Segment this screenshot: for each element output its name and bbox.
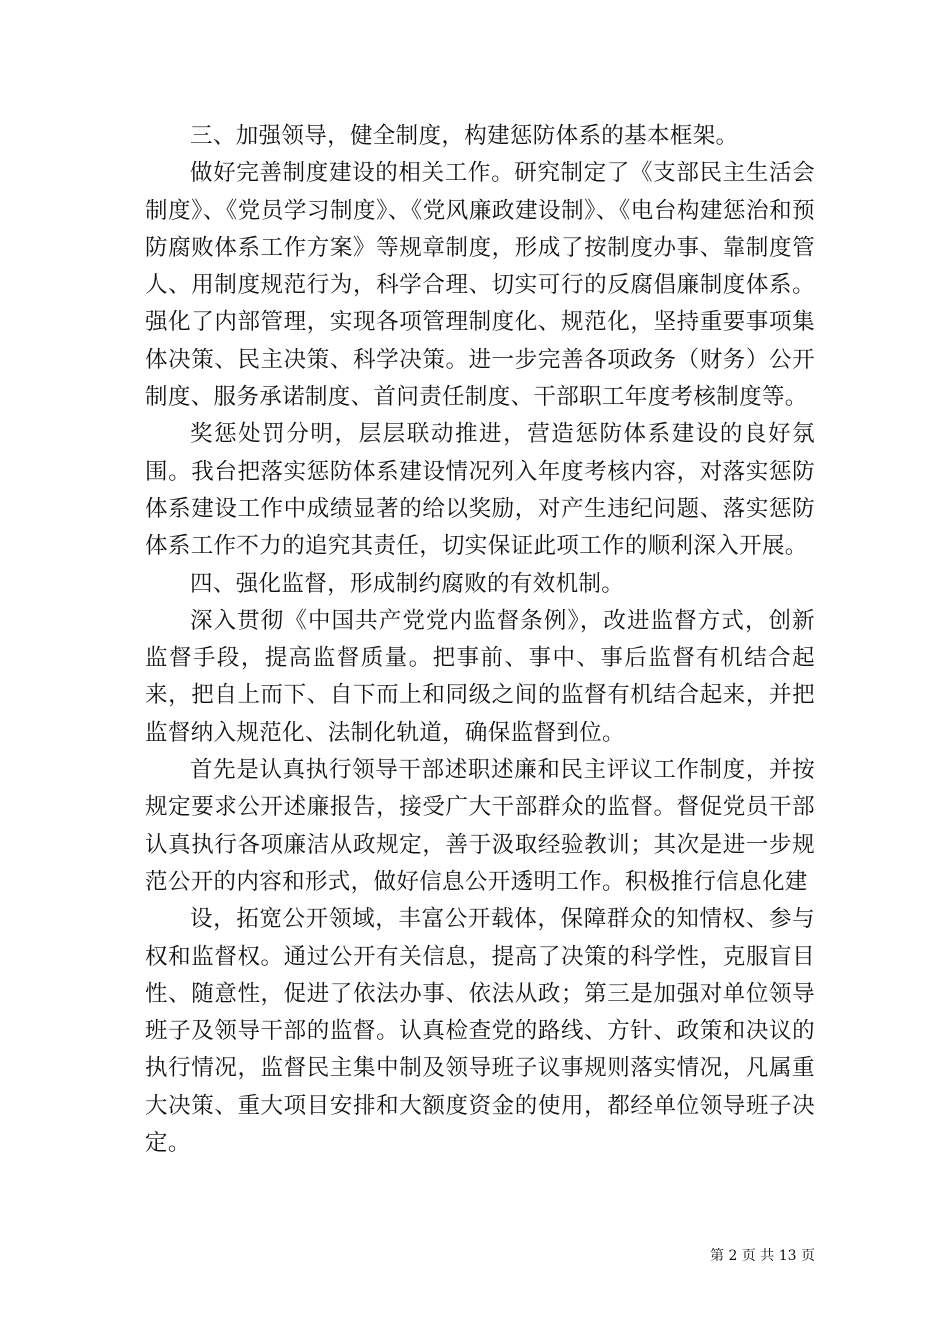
paragraph-first-measures: 首先是认真执行领导干部述职述廉和民主评议工作制度，并按规定要求公开述廉报告，接受广大干部群众的监督。督促党员干部认真执行各项廉洁从政规定，善于汲取经验教训；其次是进一步规范公开的内容和形式，做好信息公开透明工作。积极推行信息化建 [145,757,815,895]
document-body [145,118,815,1162]
paragraph-supervision: 深入贯彻《中国共产党党内监督条例》，改进监督方式，创新监督手段，提高监督质量。把事前、事中、事后监督有机结合起来，把自上而下、自下而上和同级之间的监督有机结合起来，并把监督纳入规范化、法制化轨道，确保监督到位。 [145,607,815,746]
section-heading-3: 三、加强领导，健全制度，构建惩防体系的基本框架。 [190,123,739,149]
section-heading-4: 四、强化监督，形成制约腐败的有效机制。 [190,570,625,597]
page-number-footer: 第 2 页 共 13 页 [710,1248,815,1264]
paragraph-system-building: 做好完善制度建设的相关工作。研究制定了《支部民主生活会制度》、《党员学习制度》、《党风廉政建设制》、《电台构建惩治和预防腐败体系工作方案》等规章制度，形成了按制度办事、靠制度管人、用制度规范行为，科学合理、切实可行的反腐倡廉制度体系。强化了内部管理，实现各项管理制度化、规范化，坚持重要事项集体决策、民主决策、科学决策。进一步完善各项政务（财务）公开制度、服务承诺制度、首问责任制度、干部职工年度考核制度等。 [145,160,815,411]
paragraph-rewards-penalties: 奖惩处罚分明，层层联动推进，营造惩防体系建设的良好氛围。我台把落实惩防体系建设情况列入年度考核内容，对落实惩防体系建设工作中成绩显著的给以奖励，对产生违纪问题、落实惩防体系工作不力的追究其责任，切实保证此项工作的顺利深入开展。 [145,421,815,560]
paragraph-continued-measures: 设，拓宽公开领域，丰富公开载体，保障群众的知情权、参与权和监督权。通过公开有关信息，提高了决策的科学性，克服盲目性、随意性，促进了依法办事、依法从政；第三是加强对单位领导班子及领导干部的监督。认真检查党的路线、方针、政策和决议的执行情况，监督民主集中制及领导班子议事规则落实情况，凡属重大决策、重大项目安排和大额度资金的使用，都经单位领导班子决定。 [145,906,815,1157]
